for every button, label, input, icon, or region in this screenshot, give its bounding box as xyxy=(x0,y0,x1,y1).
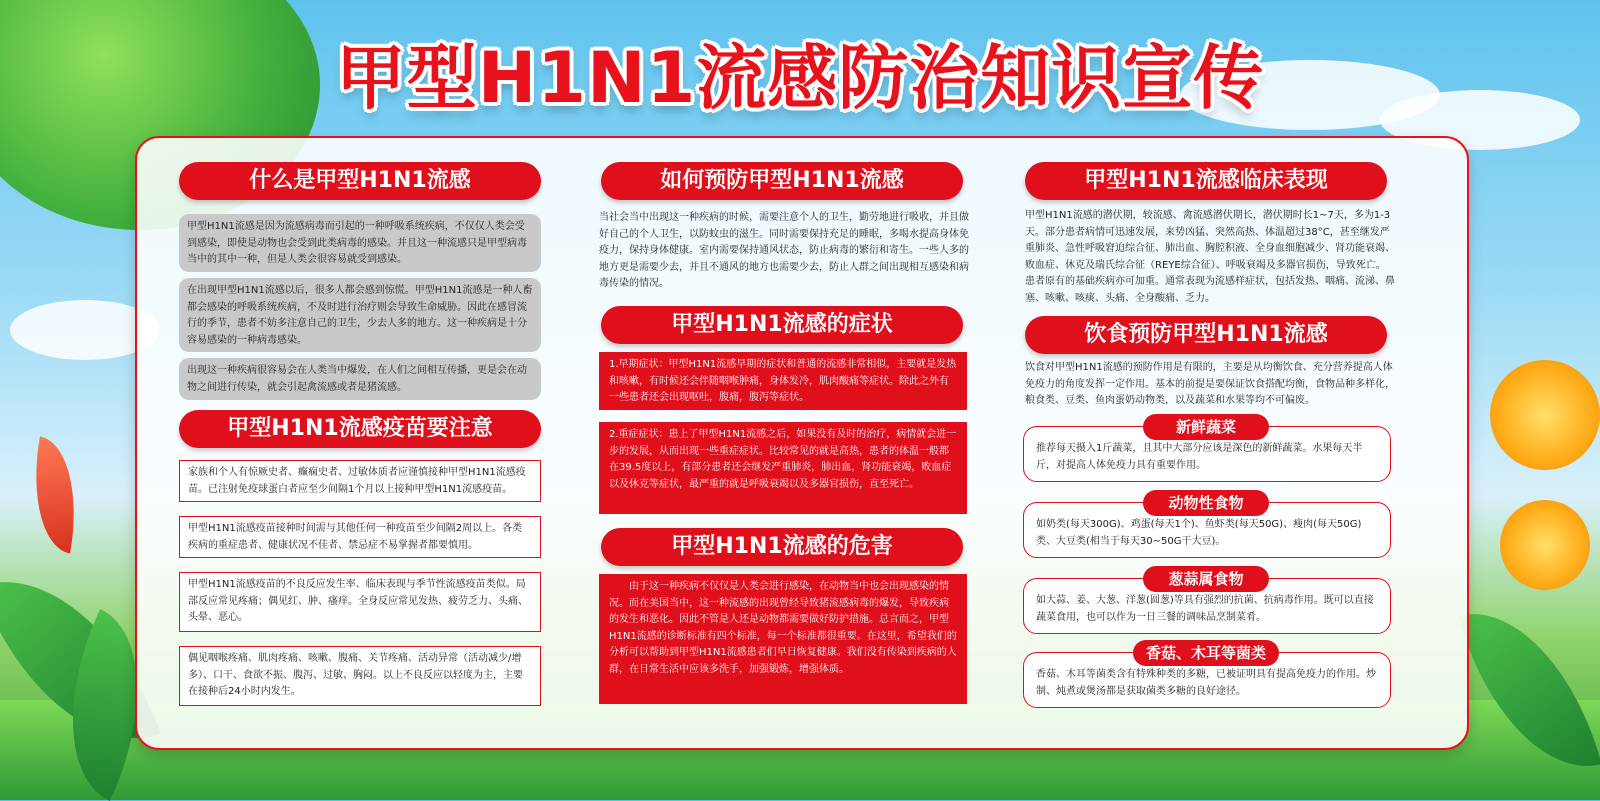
food-label-fungi: 香菇、木耳等菌类 xyxy=(1133,640,1279,666)
red-leaf-illustration xyxy=(21,436,89,553)
symptom-severe: 2.重症症状：患上了甲型H1N1流感之后，如果没有及时的治疗，病情就会进一步的发展，从而出现一些重症症状。比较常见的就是高热，患者的体温一般都在39.5度以上，有部分患者还会继发严重肺炎，肺出血，肾功能衰竭，败血症以及休克等症状，最严重的就是呼吸衰竭以及多器官损伤，直至死亡。 xyxy=(599,422,967,514)
flower-illustration xyxy=(1490,360,1600,470)
section-title-what-is: 什么是甲型H1N1流感 xyxy=(179,162,541,200)
section-title-symptoms: 甲型H1N1流感的症状 xyxy=(601,306,963,344)
prevent-text: 当社会当中出现这一种疾病的时候，需要注意个人的卫生，勤劳地进行吸收，并且做好自己的个人卫生，以防蚊虫的滋生。同时需要保持充足的睡眠，多喝水提高身体免疫力，保持身体健康。室内需要保持通风状态，防止病毒的繁衍和寄生。一些人多的地方更是需要少去，并且不通风的地方也需要少去，防止人群之间出现相互感染和病毒传染的情况。 xyxy=(599,212,969,289)
page-title: 甲型H1N1流感防治知识宣传 xyxy=(335,37,1265,119)
vaccine-paragraph: 甲型H1N1流感疫苗接种时间需与其他任何一种疫苗至少间隔2周以上。各类疾病的重症患者、健康状况不佳者、禁忌症不易掌握者都要慎用。 xyxy=(179,516,541,558)
diet-text: 饮食对甲型H1N1流感的预防作用是有限的，主要是从均衡饮食、充分营养提高人体免疫力的角度发挥一定作用。基本的前提是要保证饮食搭配均衡，食物品种多样化，粮食类、豆类、鱼肉蛋奶动物类，以及蔬菜和水果等均不可偏废。 xyxy=(1025,362,1395,406)
section-title-diet: 饮食预防甲型H1N1流感 xyxy=(1025,316,1387,354)
what-paragraph: 甲型H1N1流感是因为流感病毒而引起的一种呼吸系统疾病，不仅仅人类会受到感染，即使是动物也会受到此类病毒的感染。并且这一种流感只是甲型病毒当中的其中一种，但是人类会很容易就受到感染。 xyxy=(179,214,541,272)
food-label-animal: 动物性食物 xyxy=(1143,490,1269,516)
food-text-allium: 如大蒜、姜、大葱、洋葱(圆葱)等具有强烈的抗菌、抗病毒作用。既可以直接蔬菜食用，也可以作为一日三餐的调味品烹制菜肴。 xyxy=(1023,578,1391,634)
food-label-allium: 葱蒜属食物 xyxy=(1143,566,1269,592)
section-title-clinical: 甲型H1N1流感临床表现 xyxy=(1025,162,1387,200)
food-text-animal: 如奶类(每天300G)、鸡蛋(每天1个)、鱼虾类(每天50G)、瘦肉(每天50G)类、大豆类(相当于每天30~50G干大豆)。 xyxy=(1023,502,1391,558)
food-label-vegetables: 新鲜蔬菜 xyxy=(1143,414,1269,440)
food-text-vegetables: 推荐每天摄入1斤蔬菜，且其中大部分应该是深色的新鲜蔬菜。水果每天半斤，对提高人体免疫力具有重要作用。 xyxy=(1023,426,1391,482)
food-text-fungi: 香菇、木耳等菌类含有特殊种类的多糖，已被证明具有提高免疫力的作用。炒制、炖煮或煲汤都是获取菌类多糖的良好途径。 xyxy=(1023,652,1391,708)
what-paragraph: 在出现甲型H1N1流感以后，很多人都会感到惊慌。甲型H1N1流感是一种人畜都会感染的呼吸系统疾病，不及时进行治疗则会导致生命威胁。因此在感冒流行的季节，患者不妨多注意自己的卫生，少去人多的地方。这一种疾病是十分容易感染的一种病毒感染。 xyxy=(179,278,541,352)
vaccine-paragraph: 家族和个人有惊厥史者、癫痫史者、过敏体质者应谨慎接种甲型H1N1流感疫苗。已注射免疫球蛋白者应至少间隔1个月以上接种甲型H1N1流感疫苗。 xyxy=(179,460,541,502)
info-board xyxy=(135,136,1469,750)
flower-illustration xyxy=(1500,500,1590,590)
symptom-early: 1.早期症状：甲型H1N1流感早期的症状和普通的流感非常相似，主要就是发热和咳嗽，有时候还会伴随咽喉肿痛，身体发冷，肌肉酸痛等症状。除此之外有一些患者还会出现呕吐，腹痛，腹泻等症状。 xyxy=(599,352,967,410)
section-title-vaccine: 甲型H1N1流感疫苗要注意 xyxy=(179,410,541,448)
clinical-text: 甲型H1N1流感的潜伏期，较流感、禽流感潜伏期长，潜伏期时长1~7天，多为1-3天。部分患者病情可迅速发展，来势凶猛、突然高热、体温超过38°C，甚至继发严重肺炎、急性呼吸窘迫综合征、肺出血、胸腔积液、全身血细胞减少、肾功能衰竭、败血症、休克及瑞氏综合征（REYE综合征）、呼吸衰竭及多器官损伤，导致死亡。患者原有的基础疾病亦可加重。通常表现为流感样症状，包括发热、咽痛、流涕、鼻塞、咳嗽、咳痰、头痛、全身酸痛、乏力。 xyxy=(1025,210,1395,304)
section-title-harm: 甲型H1N1流感的危害 xyxy=(601,528,963,566)
harm-text: 由于这一种疾病不仅仅是人类会进行感染，在动物当中也会出现感染的情况。而在美国当中，这一种流感的出现曾经导致猪流感病毒的爆发，导致疾病的发生和恶化。因此不管是人还是动物都需要做好防护措施。总言而之，甲型H1N1流感的诊断标准有四个标准，每一个标准都很重要。在这里，希望我们的分析可以帮助到甲型H1N1流感患者们早日恢复健康。我们没有传染到疾病的人群，在日常生活中应该多洗手，加强锻炼，增强体质。 xyxy=(599,574,967,704)
vaccine-paragraph: 甲型H1N1流感疫苗的不良反应发生率、临床表现与季节性流感疫苗类似。局部反应常见疼痛；偶见红、肿、瘙痒。全身反应常见发热、疲劳乏力、头痛、头晕、恶心。 xyxy=(179,572,541,632)
what-paragraph: 出现这一种疾病很容易会在人类当中爆发，在人们之间相互传播，更是会在动物之间进行传染，就会引起禽流感或者是猪流感。 xyxy=(179,358,541,400)
section-title-prevent: 如何预防甲型H1N1流感 xyxy=(601,162,963,200)
vaccine-paragraph: 偶见咽喉疼痛、肌肉疼痛、咳嗽、腹痛、关节疼痛、活动异常（活动减少/增多）、口干、食欲不振、腹泻、过敏、胸闷。以上不良反应以轻度为主，主要在接种后24小时内发生。 xyxy=(179,646,541,706)
